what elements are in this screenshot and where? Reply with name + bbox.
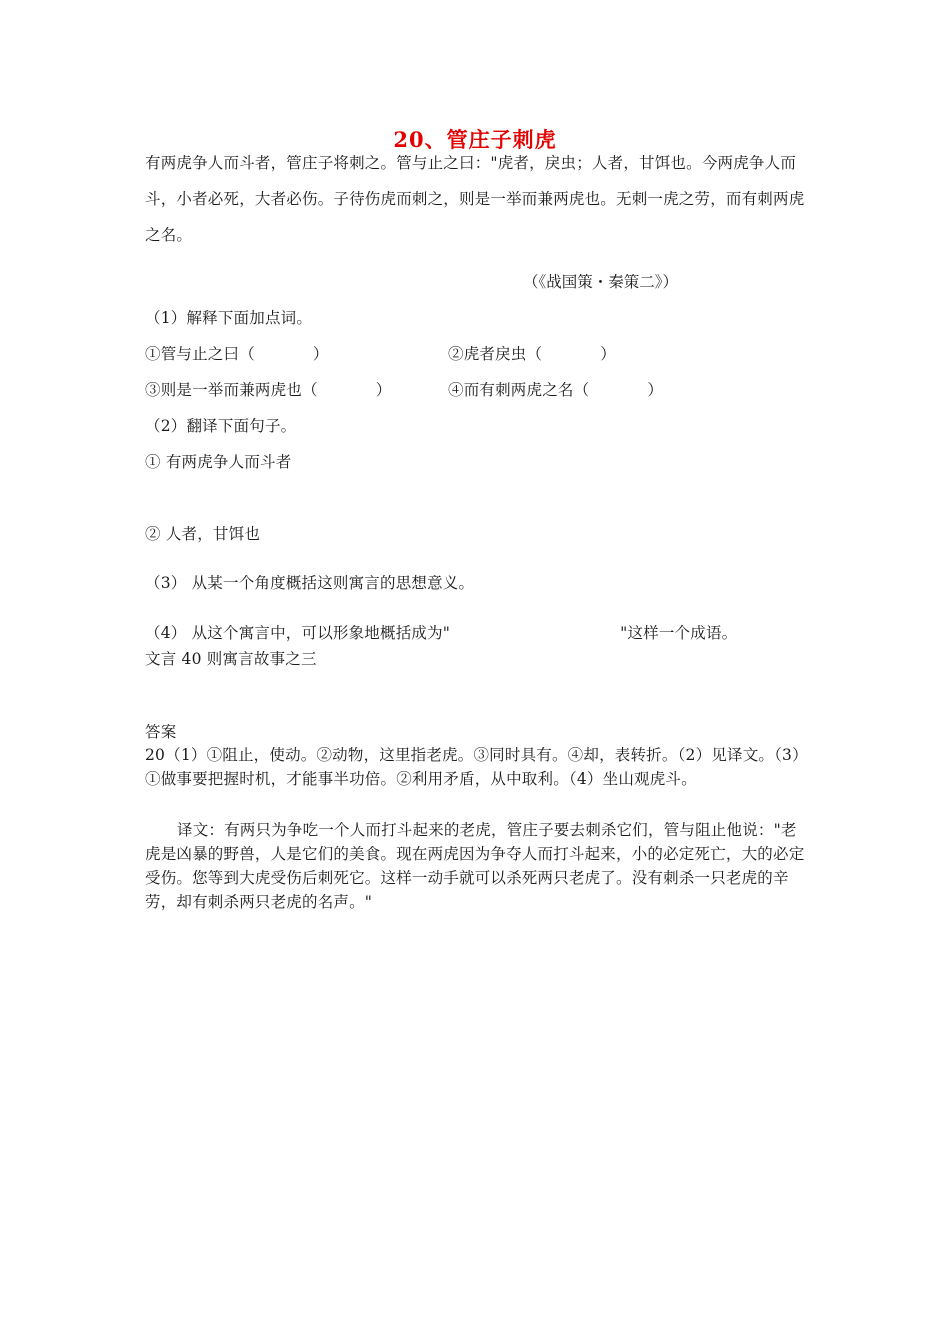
question-2-heading: （2）翻译下面句子。 — [145, 417, 297, 435]
source-citation: （《战国策・秦策二》） — [523, 273, 679, 291]
question-2-item-1: ① 有两虎争人而斗者 — [145, 453, 292, 471]
question-4-after: "这样一个成语。 — [620, 624, 738, 642]
item-text: ①管与止之曰（ — [145, 345, 255, 363]
document-title: 20、管庄子刺虎 — [393, 127, 557, 152]
item-text: ②虎者戾虫（ — [448, 345, 543, 363]
item-text: ④而有刺两虎之名（ — [448, 381, 590, 399]
question-1-heading: （1）解释下面加点词。 — [145, 309, 313, 327]
item-close: ） — [647, 381, 664, 399]
question-1-item-1 — [145, 342, 329, 364]
question-3: （3） 从某一个角度概括这则寓言的思想意义。 — [145, 574, 475, 592]
series-label: 文言 40 则寓言故事之三 — [145, 650, 317, 668]
item-close: ） — [312, 345, 329, 363]
item-close: ） — [375, 381, 392, 399]
answer-translation: 译文：有两只为争吃一个人而打斗起来的老虎，管庄子要去刺杀它们，管与阻止他说："老虎是凶暴的野兽，人是它们的美食。现在两虎因为争夺人而打斗起来，小的必定死亡，大的必定受伤。您等到大虎受伤后刺死它。这样一动手就可以杀死两只老虎了。没有刺杀一只老虎的辛劳，却有刺杀两只老虎的名声。" — [145, 821, 805, 911]
question-2-item-2: ② 人者，甘饵也 — [145, 525, 261, 543]
question-1-item-2 — [448, 342, 616, 364]
question-1-item-4 — [448, 378, 663, 400]
item-close: ） — [600, 345, 616, 363]
answer-body: 20（1）①阻止，使动。②动物，这里指老虎。③同时具有。④却，表转折。（2）见译文。（3）①做事要把握时机，才能事半功倍。②利用矛盾，从中取利。（4）坐山观虎斗。 — [145, 746, 808, 788]
question-1-item-3 — [145, 378, 391, 400]
item-text: ③则是一举而兼两虎也（ — [145, 381, 318, 399]
answer-heading: 答案 — [145, 723, 177, 741]
question-4 — [145, 621, 737, 643]
question-4-before: （4） 从这个寓言中，可以形象地概括成为" — [145, 624, 451, 642]
passage-text: 有两虎争人而斗者，管庄子将刺之。管与止之曰："虎者，戾虫；人者，甘饵也。今两虎争人而斗，小者必死，大者必伤。子待伤虎而刺之，则是一举而兼两虎也。无刺一虎之劳，而有刺两虎之名。 — [145, 154, 805, 244]
